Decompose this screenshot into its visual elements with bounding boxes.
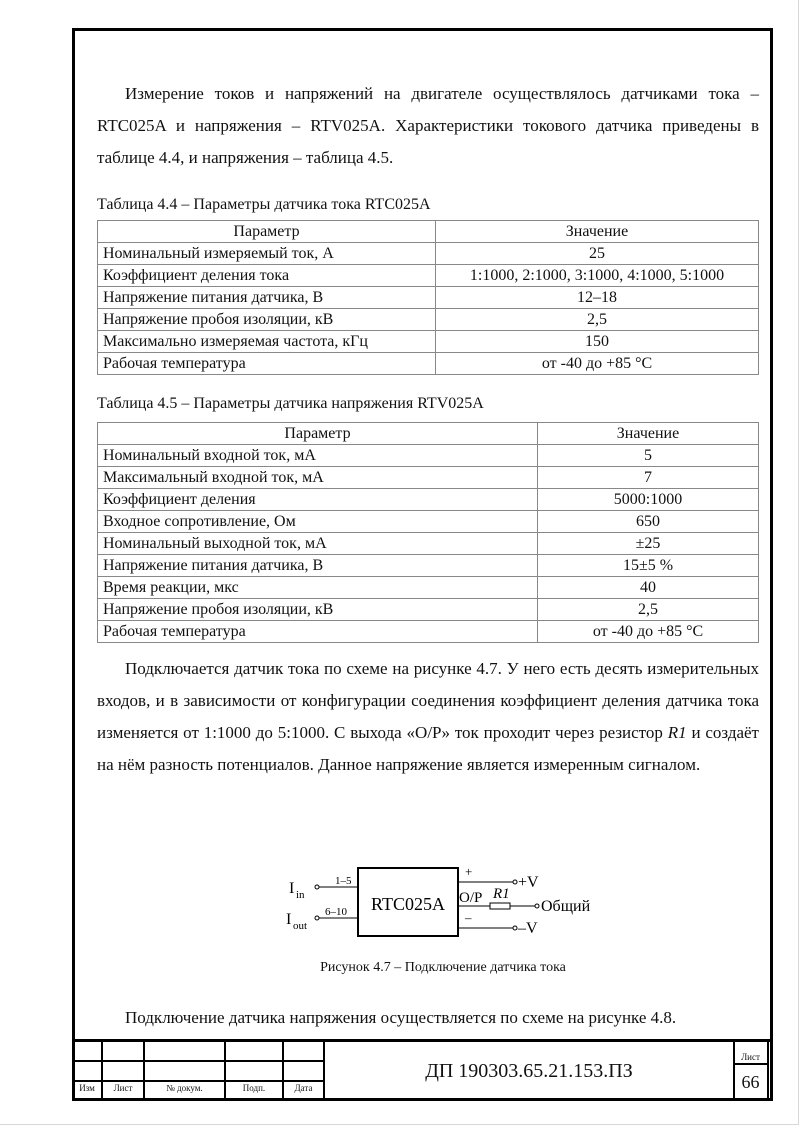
header-parameter: Параметр xyxy=(98,221,436,243)
table-row xyxy=(98,467,759,489)
value-cell: 1:1000, 2:1000, 3:1000, 4:1000, 5:1000 xyxy=(436,265,759,287)
param-cell: Входное сопротивление, Ом xyxy=(98,511,538,533)
table-4-5 xyxy=(97,422,759,643)
sheet-number: 66 xyxy=(741,1071,760,1092)
block-label: RTC025A xyxy=(371,894,445,914)
title-col-sign: Подп. xyxy=(242,1083,266,1093)
svg-text:I: I xyxy=(286,911,292,928)
param-cell: Номинальный входной ток, мА xyxy=(98,445,538,467)
title-col-izm: Изм xyxy=(79,1083,95,1093)
svg-text:I: I xyxy=(289,880,295,897)
table-row xyxy=(98,533,759,555)
param-cell: Рабочая температура xyxy=(98,353,436,375)
param-cell: Время реакции, мкс xyxy=(98,577,538,599)
table-row xyxy=(98,577,759,599)
value-cell: 7 xyxy=(538,467,759,489)
svg-text:1–5: 1–5 xyxy=(335,875,352,887)
value-cell: 12–18 xyxy=(436,287,759,309)
table-row xyxy=(98,555,759,577)
table-header-row xyxy=(98,221,759,243)
value-cell: 5 xyxy=(538,445,759,467)
svg-text:–V: –V xyxy=(518,920,538,937)
value-cell: 2,5 xyxy=(436,309,759,331)
svg-text:+: + xyxy=(465,864,473,879)
value-cell: ±25 xyxy=(538,533,759,555)
table-row xyxy=(98,331,759,353)
intro-paragraph: Измерение токов и напряжений на двигателе осуществлялось датчиками тока – RTC025A и напряжения – RTV025A. Характеристики токового датчика приведены в таблице 4.4, и напряжения – таблица 4.5. xyxy=(97,84,759,167)
value-cell: от -40 до +85 °С xyxy=(436,353,759,375)
param-cell: Напряжение питания датчика, В xyxy=(98,555,538,577)
table-4-4-caption: Таблица 4.4 – Параметры датчика тока RTC025A xyxy=(97,196,431,213)
figure-4-7-caption-wrap xyxy=(0,960,800,976)
table-row xyxy=(98,309,759,331)
param-cell: Напряжение пробоя изоляции, кВ xyxy=(98,599,538,621)
figure-4-7-schematic xyxy=(285,860,615,950)
svg-text:+V: +V xyxy=(518,874,539,891)
table-row xyxy=(98,621,759,643)
header-value: Значение xyxy=(436,221,759,243)
table-4-5-caption: Таблица 4.5 – Параметры датчика напряжения RTV025A xyxy=(97,395,484,412)
connection-text-1: Подключается датчик тока по схеме на рисунке 4.7. У него есть десять измерительных входов, и в зависимости от конфигурации соединения коэффициент деления датчика тока изменяется от 1:1000 до 5:1000. С выхода «O/P» ток проходит через резистор xyxy=(97,659,759,742)
table-header-row xyxy=(98,423,759,445)
value-cell: 40 xyxy=(538,577,759,599)
title-col-list: Лист xyxy=(113,1083,133,1093)
title-block xyxy=(72,1039,770,1100)
value-cell: 2,5 xyxy=(538,599,759,621)
table-4-4 xyxy=(97,220,759,375)
svg-text:R1: R1 xyxy=(493,886,510,902)
svg-text:in: in xyxy=(296,889,305,901)
param-cell: Коэффициент деления тока xyxy=(98,265,436,287)
table-row xyxy=(98,445,759,467)
param-cell: Рабочая температура xyxy=(98,621,538,643)
svg-text:6–10: 6–10 xyxy=(325,906,347,918)
param-cell: Номинальный измеряемый ток, А xyxy=(98,243,436,265)
svg-text:O/P: O/P xyxy=(459,890,483,906)
param-cell: Напряжение питания датчика, В xyxy=(98,287,436,309)
param-cell: Номинальный выходной ток, мА xyxy=(98,533,538,555)
connection-text-2: и создаёт на нём разность потенциалов. Данное напряжение является измеренным сигналом. xyxy=(97,723,759,774)
value-cell: 25 xyxy=(436,243,759,265)
table-row xyxy=(98,599,759,621)
table-row xyxy=(98,511,759,533)
title-col-doc-no: № докум. xyxy=(166,1083,203,1093)
param-cell: Максимально измеряемая частота, кГц xyxy=(98,331,436,353)
param-cell: Максимальный входной ток, мА xyxy=(98,467,538,489)
table-row xyxy=(98,489,759,511)
value-cell: 5000:1000 xyxy=(538,489,759,511)
table-row xyxy=(98,243,759,265)
svg-text:Общий: Общий xyxy=(541,898,591,915)
param-cell: Напряжение пробоя изоляции, кВ xyxy=(98,309,436,331)
connection-paragraph xyxy=(97,653,759,781)
closing-block xyxy=(97,1002,759,1034)
closing-paragraph: Подключение датчика напряжения осуществляется по схеме на рисунке 4.8. xyxy=(125,1008,677,1027)
table-row xyxy=(98,287,759,309)
value-cell: 150 xyxy=(436,331,759,353)
header-value: Значение xyxy=(538,423,759,445)
title-col-date: Дата xyxy=(294,1083,313,1093)
resistor-ref: R1 xyxy=(667,723,687,742)
table-row xyxy=(98,353,759,375)
table-row xyxy=(98,265,759,287)
document-code: ДП 190303.65.21.153.ПЗ xyxy=(425,1059,633,1082)
svg-text:out: out xyxy=(293,920,308,932)
svg-text:–: – xyxy=(465,910,472,925)
page-content xyxy=(97,78,759,781)
value-cell: 650 xyxy=(538,511,759,533)
value-cell: от -40 до +85 °С xyxy=(538,621,759,643)
value-cell: 15±5 % xyxy=(538,555,759,577)
header-parameter: Параметр xyxy=(98,423,538,445)
figure-caption: Рисунок 4.7 – Подключение датчика тока xyxy=(320,960,566,975)
sheet-label: Лист xyxy=(741,1052,760,1062)
param-cell: Коэффициент деления xyxy=(98,489,538,511)
